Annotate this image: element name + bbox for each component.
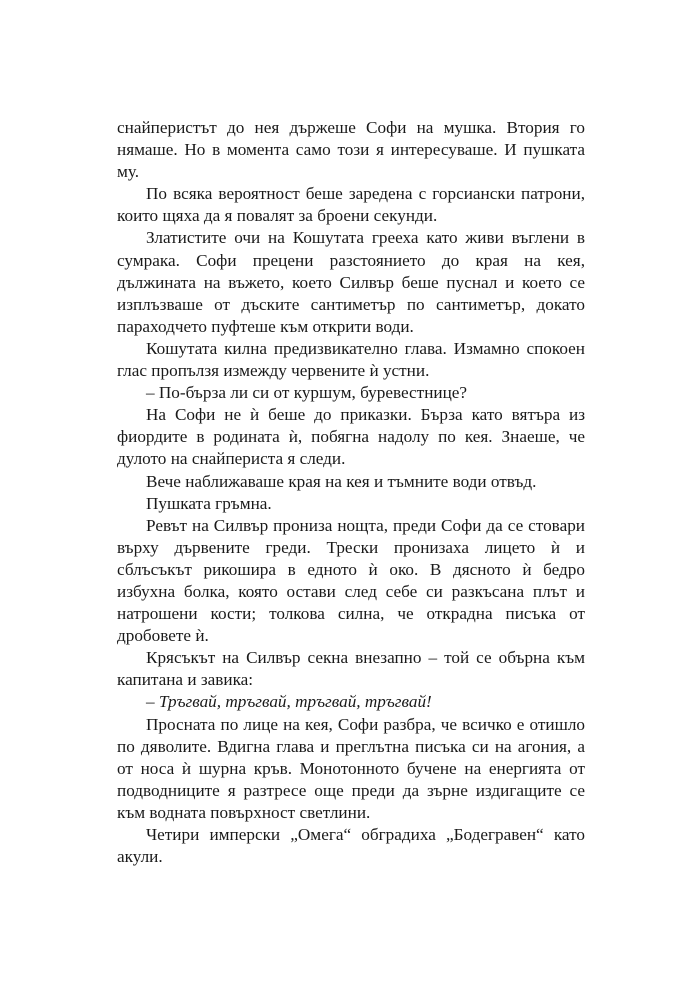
- text-line: дължината на въжето, което Силвър беше пуснал и което се: [117, 272, 585, 292]
- text-line: снайперистът до нея държеше Софи на мушка. Втория го: [117, 118, 585, 137]
- text-line: глас пропълзя измежду червените ѝ устни.: [117, 361, 430, 381]
- text-line: върху дървените греди. Трески пронизаха лицето ѝ и: [117, 537, 585, 557]
- text-line: нямаше. Но в момента само този я интересуваше. И пушката: [117, 140, 585, 160]
- text-line: сблъсъкът рикошира в едното ѝ око. В дясното ѝ бедро: [117, 559, 585, 579]
- text-line: избухна болка, която остави след себе си разкъсана плът и: [117, 581, 585, 601]
- text-line: му.: [117, 162, 140, 182]
- text-line: Кошутата килна предизвикателно глава. Измамно спокоен: [146, 338, 585, 358]
- text-line: дробовете ѝ.: [117, 626, 209, 646]
- text-line: – По-бърза ли си от куршум, буревестнице?: [146, 383, 468, 403]
- text-line: капитана и завика:: [117, 670, 254, 690]
- text-line: които щяха да я повалят за броени секунди.: [117, 206, 438, 226]
- text-line: по дяволите. Вдигна глава и преглътна писъка си на агония, а: [117, 736, 585, 756]
- text-line: подводниците я разтресе още преди да зърне издигащите се: [117, 780, 585, 800]
- text-line: Крясъкът на Силвър секна внезапно – той се обърна към: [146, 648, 585, 668]
- text-line: По всяка вероятност беше заредена с горсиански патрони,: [146, 184, 585, 204]
- text-line: На Софи не ѝ беше до приказки. Бърза като вятъра из: [146, 405, 585, 425]
- text-line: натрошени кости; толкова силна, че открадна писъка от: [117, 604, 585, 624]
- text-line: изплъзваше от дъските сантиметър по сантиметър, докато: [117, 294, 585, 314]
- text-line: Ревът на Силвър прониза нощта, преди Софи да се стовари: [146, 515, 585, 535]
- text-line: Пушката гръмна.: [146, 493, 272, 513]
- text-line: Четири имперски „Омега“ обградиха „Бодегравен“ като: [146, 825, 585, 844]
- text-line: Вече наближаваше края на кея и тъмните води отвъд.: [146, 471, 537, 491]
- text-line: дулото на снайпериста я следи.: [117, 449, 346, 469]
- body-text: [117, 117, 585, 868]
- text-line: фиордите в родината ѝ, побягна надолу по кея. Знаеше, че: [117, 427, 585, 447]
- text-line: – Тръгвай, тръгвай, тръгвай, тръгвай!: [146, 692, 432, 712]
- text-line: сумрака. Софи прецени разстоянието до края на кея,: [117, 250, 585, 270]
- text-line: акули.: [117, 847, 163, 867]
- text-line: Златистите очи на Кошутата грееха като живи въглени в: [146, 228, 585, 248]
- text-line: към водната повърхност светлини.: [117, 802, 371, 822]
- text-line: Просната по лице на кея, Софи разбра, че всичко е отишло: [146, 714, 585, 734]
- text-line: параходчето пуфтеше към открити води.: [117, 316, 414, 336]
- text-line: от носа ѝ шурна кръв. Монотонното бучене на енергията от: [117, 758, 585, 778]
